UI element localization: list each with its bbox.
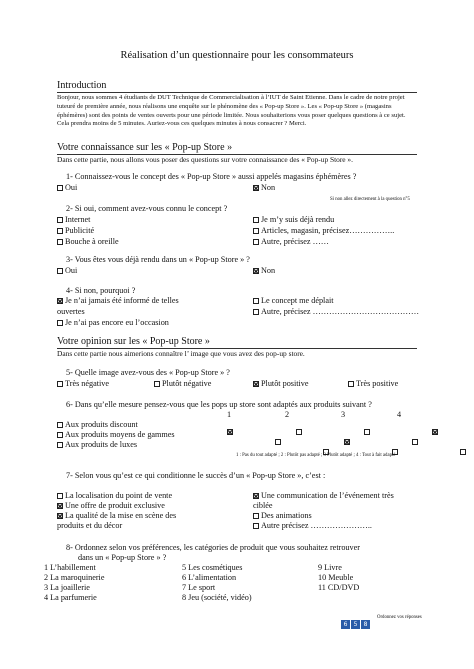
q7-option-communication-cont: ciblée <box>253 501 273 510</box>
question-6: 6- Dans qu’elle mesure pensez-vous que les pops up store sont adaptés aux produits suivant ? <box>66 400 372 409</box>
q2-option-autre[interactable]: Autre, précisez …… <box>253 237 329 246</box>
q5-option-tres-positive[interactable]: Très positive <box>348 379 398 388</box>
q8-column-3 <box>318 563 359 593</box>
q1-option-no[interactable]: Non <box>253 183 275 192</box>
checkbox[interactable] <box>57 442 63 448</box>
checkbox-checked[interactable] <box>253 381 259 387</box>
list-item: 11 CD/DVD <box>318 583 360 592</box>
q6-luxe-3[interactable] <box>460 449 466 455</box>
q1-note: Si non allez directement à la question n°5 <box>330 197 410 202</box>
q4-option-occasion[interactable]: Je n’ai pas encore eu l’occasion <box>57 318 169 327</box>
checkbox[interactable] <box>154 381 160 387</box>
number-box-icon[interactable]: 8 <box>361 620 370 629</box>
q8-column-1 <box>44 563 104 603</box>
document-title: Réalisation d’un questionnaire pour les consommateurs <box>120 50 354 61</box>
q7-option-localisation[interactable]: La localisation du point de vente <box>57 491 172 500</box>
checkbox[interactable] <box>57 493 63 499</box>
intro-heading: Introduction <box>57 80 107 91</box>
q6-row-luxe: Aux produits de luxes <box>57 440 137 449</box>
checkbox[interactable] <box>57 217 63 223</box>
checkbox[interactable] <box>57 268 63 274</box>
q6-row-discount: Aux produits discount <box>57 420 138 429</box>
q5-option-tres-negative[interactable]: Très négative <box>57 379 109 388</box>
list-item: 5 Les cosmétiques <box>182 563 243 572</box>
q4-option-autre[interactable]: Autre, précisez ………………………………… <box>253 307 419 316</box>
q6-legend: 1 : Pas du tout adapté ; 2 : Plutôt pas adapté ; 3 Plutôt adapté ; 4 : Tout à fait adapté <box>236 453 396 458</box>
q2-option-rendu[interactable]: Je m’y suis déjà rendu <box>253 215 334 224</box>
question-7: 7- Selon vous qu’est ce qui conditionne le succès d’un « Pop-up Store », c’est : <box>66 471 326 480</box>
checkbox[interactable] <box>253 309 259 315</box>
checkbox[interactable] <box>57 381 63 387</box>
q7-option-mise-en-scene-cont: produits et du décor <box>57 521 123 530</box>
checkbox[interactable] <box>57 228 63 234</box>
q4-option-jamais-cont: ouvertes <box>57 307 85 316</box>
checkbox[interactable] <box>253 217 259 223</box>
q7-option-mise-en-scene[interactable]: La qualité de la mise en scène des <box>57 511 176 520</box>
footer-note: Ordonnez vos réponses <box>377 615 422 620</box>
q3-option-no[interactable]: Non <box>253 266 275 275</box>
q1-option-yes[interactable]: Oui <box>57 183 77 192</box>
list-item: 3 La joaillerie <box>44 583 90 592</box>
number-box-icon[interactable]: 5 <box>351 620 360 629</box>
list-item: 6 L’alimentation <box>182 573 237 582</box>
q6-discount-2[interactable] <box>296 429 302 435</box>
q2-option-bouche[interactable]: Bouche à oreille <box>57 237 119 246</box>
q6-discount-4[interactable] <box>432 429 438 435</box>
q2-option-internet[interactable]: Internet <box>57 215 90 224</box>
question-1: 1- Connaissez-vous le concept des « Pop-up Store » aussi appelés magasins éphémères ? <box>66 172 357 181</box>
q6-row-moyens: Aux produits moyens de gammes <box>57 430 175 439</box>
q7-option-autre[interactable]: Autre précisez ………………….. <box>253 521 372 530</box>
number-box-icon[interactable]: 6 <box>341 620 350 629</box>
footer-number-icons[interactable] <box>341 613 371 631</box>
list-item: 1 L’habillement <box>44 563 96 572</box>
checkbox[interactable] <box>57 432 63 438</box>
q2-option-publicite[interactable]: Publicité <box>57 226 94 235</box>
section1-heading: Votre connaissance sur les « Pop-up Store » <box>57 142 233 153</box>
question-4: 4- Si non, pourquoi ? <box>66 286 136 295</box>
section-rule <box>57 92 417 93</box>
checkbox-checked[interactable] <box>253 268 259 274</box>
checkbox-checked[interactable] <box>57 513 63 519</box>
question-8-cont: dans un « Pop-up Store » ? <box>78 553 167 562</box>
list-item: 8 Jeu (société, vidéo) <box>182 593 252 602</box>
section2-heading: Votre opinion sur les « Pop-up Store » <box>57 336 210 347</box>
checkbox[interactable] <box>348 381 354 387</box>
q5-option-plutot-positive[interactable]: Plutôt positive <box>253 379 309 388</box>
list-item: 2 La maroquinerie <box>44 573 105 582</box>
q4-option-jamais[interactable]: Je n’ai jamais été informé de telles <box>57 296 179 305</box>
q6-discount-1[interactable] <box>227 429 233 435</box>
checkbox[interactable] <box>253 228 259 234</box>
q4-option-deplait[interactable]: Le concept me déplait <box>253 296 334 305</box>
q5-option-plutot-negative[interactable]: Plutôt négative <box>154 379 211 388</box>
q6-col-4: 4 <box>397 410 402 419</box>
section1-subtitle: Dans cette partie, nous allons vous poser des questions sur votre connaissance des « Pop-up Store ». <box>57 155 353 164</box>
checkbox[interactable] <box>57 239 63 245</box>
list-item: 4 La parfumerie <box>44 593 97 602</box>
question-2: 2- Si oui, comment avez-vous connu le concept ? <box>66 204 228 213</box>
list-item: 9 Livre <box>318 563 342 572</box>
intro-text: Bonjour, nous sommes 4 étudiants de DUT Technique de Commercialisation à l’IUT de Saint Etienne. Dans le cadre de notre projet tuteuré de première année, nous réalisons une enquête sur le phénomène des « Pop-up Store ». Les « Pop-up Store » (magasins éphémères) sont des points de ventes ouverts pour une période limitée. Nous souhaiterions vous poser quelques questions à ce sujet. Cela prendra moins de 5 minutes. Auriez-vous ces quelques minutes à nous consacrer ? Merci. <box>57 94 406 128</box>
q6-col-1: 1 <box>227 410 232 419</box>
checkbox[interactable] <box>57 422 63 428</box>
checkbox[interactable] <box>253 523 259 529</box>
q7-option-animations[interactable]: Des animations <box>253 511 312 520</box>
q6-moyens-2[interactable] <box>344 439 350 445</box>
q6-moyens-3[interactable] <box>412 439 418 445</box>
question-5: 5- Quelle image avez-vous des « Pop-up Store » ? <box>66 368 230 377</box>
q6-moyens-1[interactable] <box>275 439 281 445</box>
question-8: 8- Ordonnez selon vos préférences, les catégories de produit que vous souhaitez retrouver <box>66 543 360 552</box>
question-3: 3- Vous êtes vous déjà rendu dans un « Pop-up Store » ? <box>66 255 250 264</box>
checkbox[interactable] <box>57 320 63 326</box>
q6-col-2: 2 <box>285 410 290 419</box>
q8-column-2 <box>182 563 252 603</box>
checkbox[interactable] <box>253 298 259 304</box>
q7-option-communication[interactable]: Une communication de l’événement très <box>253 491 394 500</box>
q2-option-articles[interactable]: Articles, magasin, précisez…………….. <box>253 226 394 235</box>
section2-subtitle: Dans cette partie nous aimerions connaître l’ image que vous avez des pop-up store. <box>57 349 305 358</box>
checkbox-checked[interactable] <box>253 493 259 499</box>
checkbox[interactable] <box>253 513 259 519</box>
checkbox[interactable] <box>253 239 259 245</box>
list-item: 10 Meuble <box>318 573 354 582</box>
q7-option-offre[interactable]: Une offre de produit exclusive <box>57 501 165 510</box>
q6-discount-3[interactable] <box>364 429 370 435</box>
q3-option-yes[interactable]: Oui <box>57 266 77 275</box>
checkbox-checked[interactable] <box>57 503 63 509</box>
q6-col-3: 3 <box>341 410 346 419</box>
checkbox-checked[interactable] <box>57 298 63 304</box>
checkbox[interactable] <box>57 185 63 191</box>
list-item: 7 Le sport <box>182 583 216 592</box>
checkbox-checked[interactable] <box>253 185 259 191</box>
